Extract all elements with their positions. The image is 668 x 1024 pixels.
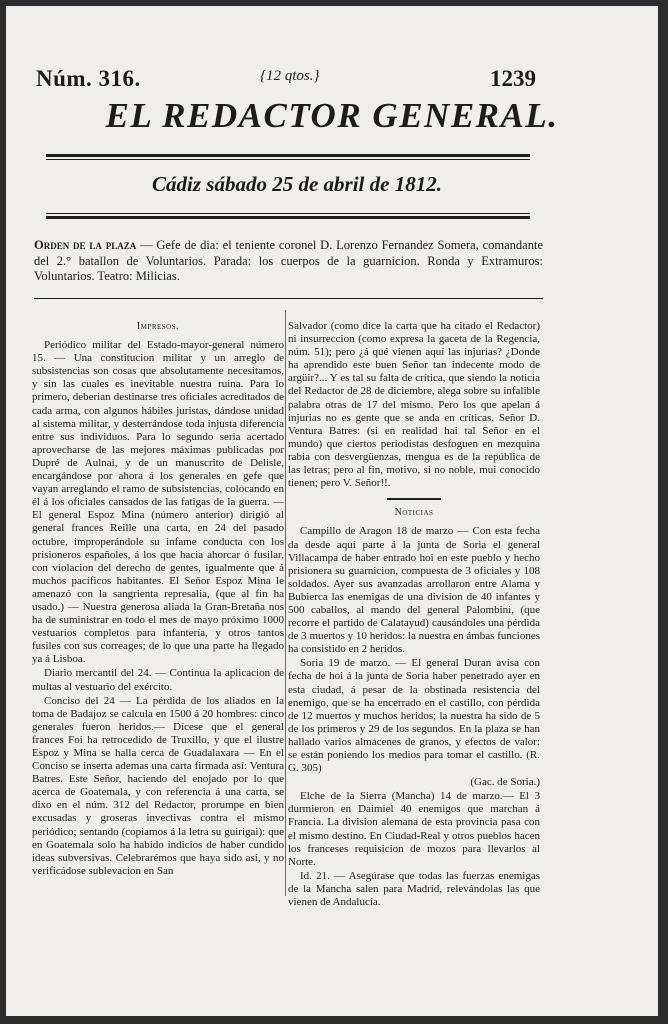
newspaper-page: [6, 6, 658, 1016]
right-column: [288, 320, 540, 910]
campillo-paragraph: Campillo de Aragon 18 de marzo — Con esta fecha da desde aquí parte á la junta de Soria el general Villacampa de haber entrado hoi en este pueblo y hecho prisionera su guarnicion, compuesta de 3 oficiales y 108 soldados. Ayer sus avanzadas arrollaron entre Alama y Bubierca las enemigas de una division de 40 infantes y 500 caballos, al mando del general Palombini, (que recorre el partido de Calatayud) causándoles una pérdida de 3 muertos y 10 heridos: la nuestra en ámbas funciones ha consistido en 2 heridos.: [288, 525, 540, 656]
page-number: 1239: [490, 66, 536, 91]
periodico-militar-paragraph: Periódico militar del Estado-mayor-general número 15. — Una constitucion militar y un arreglo de subsistencias son cosas que absolutamente necesitamos, y sin las cuales es inevitable nuestra ruina. Para lo primero, deberian destinarse tres oficiales acreditados de cada arma, con algunos hábiles juristas, dándose unidad al sistema militar, y desterrándose toda injusta diferencia entre sus individuos. Para lo segundo seria acertado aprovecharse de las mejores máximas publicadas por Dupré de Aulnai, y de un manuscrito de Delisle, encargándose por ahora á los generales en gefe que vayan arreglando el ramo de subsistencias, colocando en él á los oficiales cansados de las fatigas de la guerra. — El general Espoz Mina (número anterior) dirigió al general frances Reille una carta, en 24 del pasado octubre, improperándole su infame conducta con los prisioneros españoles, á los que hacia ahorcar ó fusilar, con violacion del derecho de gentes, igualmente que á muchos pacíficos habitantes. El Señor Espoz Mina le amenazó con la sangrienta represalia, (que al fin ha usado.) — Nuestra generosa aliada la Gran-Bretaña nos ha de suministrar en todo el mes de mayo próximo 1000 vestuarios completos para infantería, y otros tantos fusiles con sus correages; de lo que una parte ha llegado ya á Lisboa.: [32, 339, 284, 666]
orden-label: Orden de la plaza: [34, 238, 137, 252]
soria-paragraph: Soria 19 de marzo. — El general Duran avisa con fecha de hoi á la junta de Soria haber penetrado ayer en esta ciudad, á pesar de la obstinada resistencia del enemigo, que se ha encerrado en el castillo, con pérdida de 12 muertos y muchos heridos; la nuestra ha sido de 5 de los primeros y 29 de los segundos. En la plaza se han hallado varios almacenes de granos, y efectos de valor: se están poniendo los medios para tomar el castillo. (R. G. 305): [288, 657, 540, 775]
elche-paragraph: Elche de la Sierra (Mancha) 14 de marzo.— El 3 durmieron en Daimiel 40 enemigos que marchan á Francia. La division alemana de esta provincia pasa con el mismo destino. En Ciudad-Real y otros pueblos hacen los franceses requisicion de mozos para llevarlos al Norte.: [288, 790, 540, 868]
header-rule-thick: [46, 154, 530, 157]
newspaper-title: EL REDACTOR GENERAL.: [105, 96, 559, 135]
diario-mercantil-paragraph: Diario mercantil del 24. — Continua la aplicacion de multas al vestuario del exército.: [32, 667, 284, 693]
left-column: [32, 320, 284, 879]
soria-source: (Gac. de Soria.): [470, 776, 540, 789]
header-rule-thin: [46, 159, 530, 160]
issue-date: Cádiz sábado 25 de abril de 1812.: [152, 172, 442, 196]
noticias-heading: Noticias: [394, 507, 434, 519]
issue-price: {12 qtos.}: [260, 68, 320, 84]
issue-number: Núm. 316.: [36, 66, 141, 91]
section-rule: [34, 298, 543, 299]
orden-text: — Gefe de dia: el teniente coronel D. Lorenzo Fernandez Somera, comandante del 2.° batallon de Voluntarios. Parada: los cuerpos de la guarnicion. Ronda y Extramuros: Voluntarios. Teatro: Milicias.: [34, 238, 544, 283]
section-separator: [288, 492, 540, 505]
column-divider: [285, 310, 286, 896]
impresos-heading: Impresos.: [136, 321, 180, 332]
date-rule-thick: [46, 216, 530, 219]
conciso-paragraph: Conciso del 24 — La pérdida de los aliados en la toma de Badajoz se calcula en 1500 á 20 hombres: cinco generales fueron heridos.— Dícese que el general frances Foi ha retrocedido de Truxillo, y que el ilustre Espoz y Mina se halla cerca de Guadalaxara — En el Conciso se inserta ademas una carta firmada así: Ventura Batres. Este Señor, haciendo del enojado por lo que acerca de Goatemala, y con referencia á una carta, se dixo en el núm. 312 del Redactor, prorumpe en bien excusadas y groseras invectivas contra el mismo periódico; sentando (copiamos á la letra su guirigai): que en Goatemala solo ha habido indicios de haber cundido ideas subversivas. Celebrarémos que haya sido así, y no verificádose sublevacion en San: [32, 694, 284, 877]
salvador-paragraph: Salvador (como dice la carta que ha citado el Redactor) ni insurreccion (como expresa la gaceta de la Regencia, núm. 51); pero ¿á qué vienen aquí las injurias? ¿Donde ha aprendido este buen Señor tan indecente modo de argüir?... Y es tal su falta de crítica, que siendo la noticia del Redactor de 28 de diciembre, alega sobre su infalible palabra otras de 17 del mismo. Pero los que apelan á injurias no es gente que se anda en críticas. Señor D. Ventura Batres: (si en realidad hai tal Señor en el mundo) que ciertos periodistas desfoguen en mezquina rabia con desvergüenzas, mengua es de la república de las letras; pero al fin, motivo, si no noble, mui conocido tienen; pero V. Señor!!.: [288, 320, 540, 490]
id-21-paragraph: Id. 21. — Asegúrase que todas las fuerzas enemigas de la Mancha salen para Madrid, relevándolas las que vienen de Andalucía.: [288, 869, 540, 909]
orden-de-la-plaza: [34, 238, 543, 285]
date-rule-thin: [46, 213, 530, 214]
